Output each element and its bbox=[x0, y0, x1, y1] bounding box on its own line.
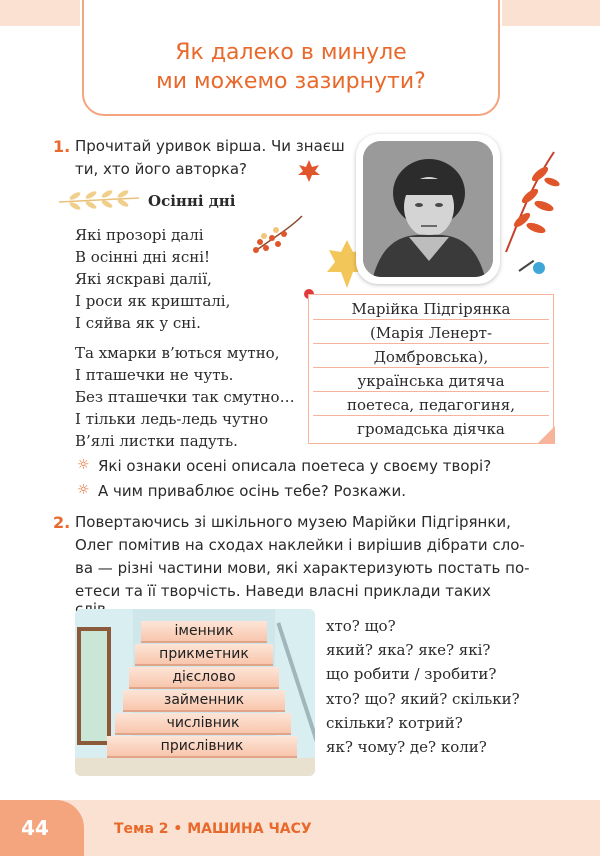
poem-line: В осінні дні ясні! bbox=[75, 248, 211, 266]
footer-topic: Тема 2 • МАШИНА ЧАСУ bbox=[114, 821, 312, 837]
question-hint: як? чому? де? коли? bbox=[326, 738, 487, 756]
poem-line: Які прозорі далі bbox=[75, 226, 204, 244]
author-photo-frame bbox=[356, 134, 500, 284]
task-2-text-line: етеси та її творчість. Наведи власні приклади таких bbox=[75, 582, 491, 600]
card-corner-fold bbox=[537, 426, 555, 444]
author-card-line: Марійка Підгірянка bbox=[351, 300, 511, 318]
wall-picture-frame bbox=[77, 627, 111, 745]
task-1-number: 1. bbox=[53, 137, 71, 156]
page-number: 44 bbox=[21, 816, 49, 840]
stairs-illustration bbox=[75, 609, 315, 776]
author-info-card bbox=[308, 294, 554, 444]
author-card-line: (Марія Ленерт- bbox=[369, 324, 493, 342]
stair-step-label: іменник bbox=[141, 621, 267, 643]
task-2-text-line: Повертаючись зі шкільного музею Марійки Підгірянки, bbox=[75, 513, 511, 531]
task-2-text-line: ва — різні частини мови, які характеризують постать по- bbox=[75, 559, 530, 577]
poem-line: І пташечки не чуть. bbox=[75, 366, 234, 384]
page-title-line-2: ми можемо зазирнути? bbox=[156, 69, 426, 94]
author-portrait-photo bbox=[363, 141, 493, 277]
sun-icon: ☼ bbox=[77, 457, 90, 473]
stair-step-label: займенник bbox=[123, 690, 285, 712]
poem-line: Та хмарки в’ються мутно, bbox=[75, 344, 280, 362]
question-hint: хто? що? який? скільки? bbox=[326, 690, 520, 708]
sun-icon: ☼ bbox=[77, 482, 90, 498]
question-hint: скільки? котрий? bbox=[326, 714, 463, 732]
task-1-text-line-1: Прочитай уривок вірша. Чи знаєш bbox=[75, 137, 345, 155]
blue-pin-icon bbox=[533, 262, 545, 274]
title-box bbox=[82, 0, 500, 116]
poem-line: Які яскраві далії, bbox=[75, 270, 212, 288]
poem-line: І тільки ледь-ледь чутно bbox=[75, 410, 269, 428]
author-card-line: українська дитяча bbox=[357, 372, 505, 390]
stair-step-label: прислівник bbox=[107, 736, 297, 758]
pin-needle bbox=[518, 260, 534, 272]
bullet-question-2: А чим приваблює осінь тебе? Розкажи. bbox=[98, 482, 406, 500]
red-branch-icon bbox=[500, 148, 560, 256]
question-hint: хто? що? bbox=[326, 617, 396, 635]
stair-step-label: числівник bbox=[115, 713, 291, 735]
task-2-text-line: Олег помітив на сходах наклейки і вирішив дібрати сло- bbox=[75, 536, 525, 554]
author-card-line: громадська діячка bbox=[357, 420, 505, 438]
berry-branch-icon bbox=[250, 212, 306, 256]
wheat-decoration-icon bbox=[55, 188, 141, 212]
task-1-text-line-2: ти, хто його авторка? bbox=[75, 160, 248, 178]
stair-step-label: дієслово bbox=[129, 667, 279, 689]
poem-line: І роси як кришталі, bbox=[75, 292, 231, 310]
question-hint: який? яка? яке? які? bbox=[326, 641, 491, 659]
poem-line: В’ялі листки падуть. bbox=[75, 432, 238, 450]
task-2-number: 2. bbox=[53, 513, 71, 532]
question-hint: що робити / зробити? bbox=[326, 665, 497, 683]
bullet-question-1: Які ознаки осені описала поетеса у своєму творі? bbox=[98, 457, 492, 475]
maple-leaf-icon bbox=[296, 158, 322, 184]
author-card-line: поетеса, педагогиня, bbox=[347, 396, 515, 414]
stair-step-label: прикметник bbox=[135, 644, 273, 666]
poem-title: Осінні дні bbox=[148, 192, 236, 210]
page-title-line-1: Як далеко в минуле bbox=[175, 40, 407, 65]
author-card-line: Домбровська), bbox=[373, 348, 489, 366]
poem-line: Без пташечки так смутно… bbox=[75, 388, 295, 406]
poem-line: І сяйва як у сні. bbox=[75, 314, 201, 332]
